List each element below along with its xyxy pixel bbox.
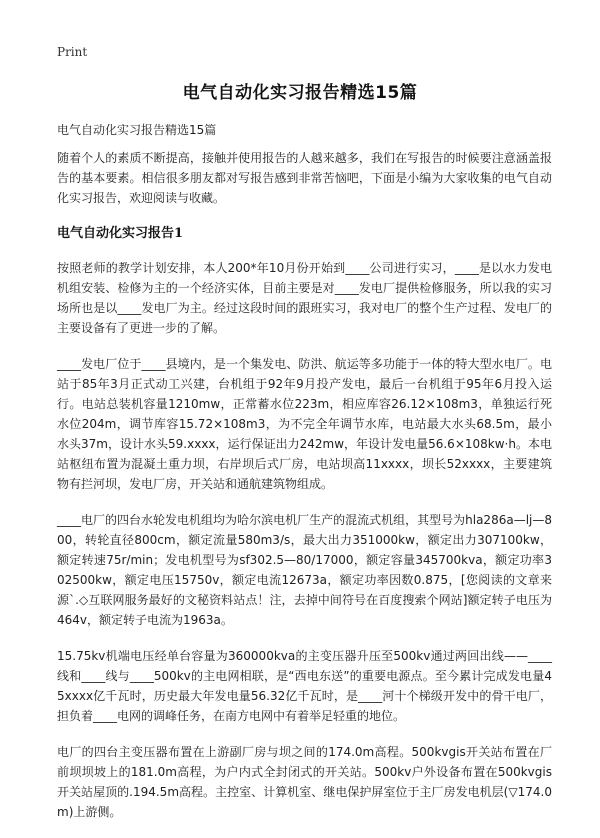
- intro-paragraph: 随着个人的素质不断提高，接触并使用报告的人越来越多，我们在写报告的时候要注意涵盖报告的基本要素。相信很多朋友都对写报告感到非常苦恼吧，下面是小编为大家收集的电气自动化实习报告，欢迎阅读与收藏。: [57, 151, 552, 205]
- body-paragraph-4: 15.75kv机端电压经单台容量为360000kva的主变压器升压至500kv通过两回出线——____线和____线与____500kv的主电网相联，是“西电东送”的重要电源点。至今累计完成发电量45xxxx亿千瓦时，历史最大年发电量56.32亿千瓦时，是____河十个梯级开发中的骨干电厂，担负着____电网的调峰任务，在南方电网中有着举足轻重的地位。: [57, 649, 552, 723]
- body-paragraph-5: 电厂的四台主变压器布置在上游副厂房与坝之间的174.0m高程。500kvgis开关站布置在厂前坝坝坡上的181.0m高程，为户内式全封闭式的开关站。500kv户外设备布置在500kvgis开关站屋顶的.194.5m高程。主控室、计算机室、继电保护屏室位于主厂房发电机层(▽174.0m)上游侧。: [57, 745, 552, 819]
- document-title: 电气自动化实习报告精选15篇: [182, 83, 418, 103]
- body-paragraph-1: 按照老师的教学计划安排，本人200*年10月份开始到____公司进行实习，____是以水力发电机组安装、检修为主的一个经济实体，目前主要是对____发电厂提供检修服务，所以我的实习场所也是以____发电厂为主。经过这段时间的跟班实习，我对电厂的整个生产过程、发电厂的主要设备有了更进一步的了解。: [57, 261, 552, 335]
- print-link[interactable]: Print: [57, 45, 88, 59]
- body-paragraph-3: ____电厂的四台水轮发电机组均为哈尔滨电机厂生产的混流式机组，其型号为hla286a—lj—800，转轮直径800cm，额定流量580m3/s，最大出力351000kw，额定出力307100kw，额定转速75r/min；发电机型号为sf302.5—80/17000，额定容量345700kva，额定功率302500kw，额定电压15750v，额定电流12673a，额定功率因数0.875，[您阅读的文章来源`.◇互联网服务最好的文秘资料站点！注，去掉中间符号在百度搜索个网站]额定转子电压为464v，额定转子电流为1963a。: [57, 513, 552, 627]
- body-paragraph-2: ____发电厂位于____县境内，是一个集发电、防洪、航运等多功能于一体的特大型水电厂。电站于85年3月正式动工兴建，台机组于92年9月投产发电，最后一台机组于95年6月投入运行。电站总装机容量1210mw，正常蓄水位223m，相应库容26.12×108m3，单独运行死水位204m，调节库容15.72×108m3，为不完全年调节水库，电站最大水头68.5m，最小水头37m，设计水头59.xxxx，运行保证出力242mw，年设计发电量56.6×108kw·h。本电站枢纽布置为混凝土重力坝，右岸坝后式厂房，电站坝高11xxxx，坝长52xxxx，主要建筑物有拦河坝，发电厂房，开关站和通航建筑物组成。: [57, 357, 552, 491]
- document-body: [57, 148, 552, 838]
- document-subtitle: 电气自动化实习报告精选15篇: [57, 123, 217, 137]
- section-heading: 电气自动化实习报告1: [57, 226, 184, 241]
